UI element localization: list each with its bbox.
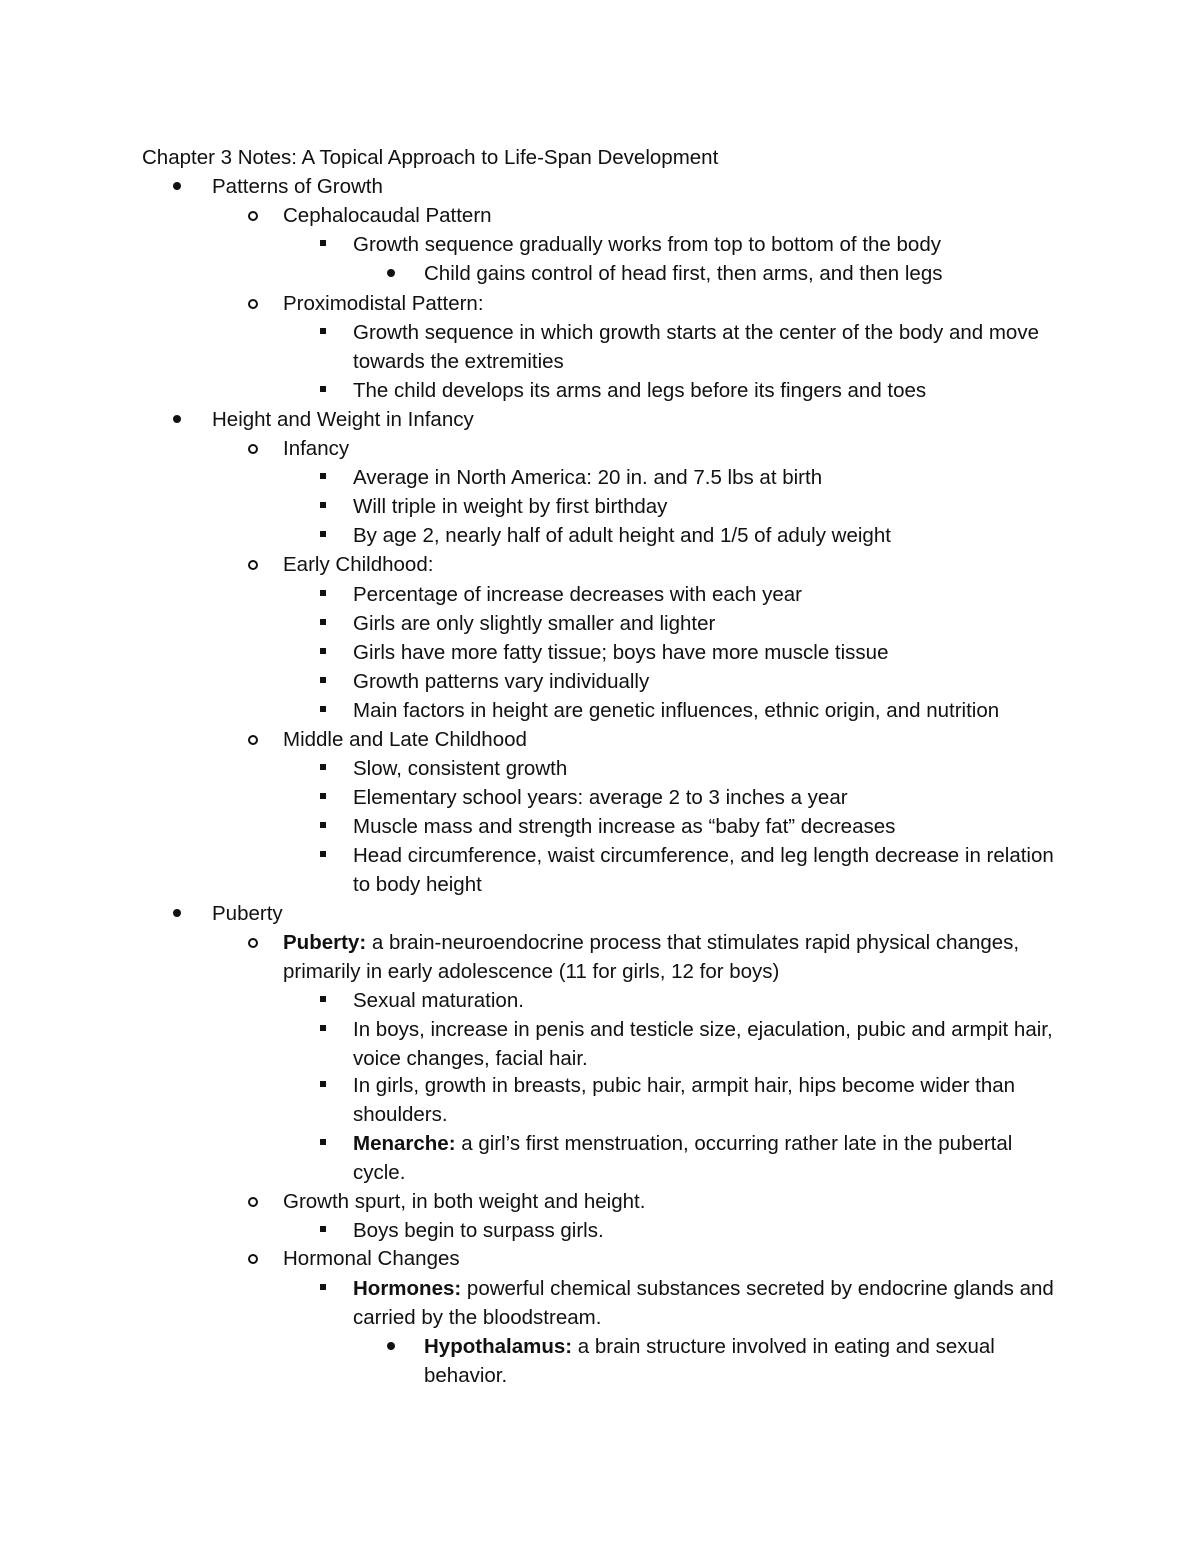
term-label: Hypothalamus: [424, 1335, 573, 1358]
list-item [248, 725, 1060, 754]
bullet-dot-icon [173, 909, 181, 917]
item-text: Girls have more fatty tissue; boys have more muscle tissue [353, 641, 889, 664]
bullet-circle-icon [248, 938, 258, 948]
item-text: Average in North America: 20 in. and 7.5 lbs at birth [353, 466, 823, 489]
bullet-square-icon [320, 328, 326, 334]
item-text: Growth spurt, in both weight and height. [283, 1190, 646, 1213]
bullet-square-icon [320, 1025, 326, 1031]
bullet-square-icon [320, 619, 326, 625]
item-text: Growth patterns vary individually [353, 670, 650, 693]
list-item-text [353, 230, 1060, 259]
item-text: Cephalocaudal Pattern [283, 204, 492, 227]
list-item [320, 492, 1060, 521]
list-item [320, 754, 1060, 783]
bullet-square-icon [320, 386, 326, 392]
list-item [320, 318, 1060, 376]
list-item-text [283, 201, 1060, 230]
bullet-dot-icon [173, 182, 181, 190]
list-item [320, 1129, 1060, 1187]
item-text: Middle and Late Childhood [283, 728, 527, 751]
list-item [320, 1015, 1060, 1073]
list-item [320, 667, 1060, 696]
list-item [248, 1244, 1060, 1273]
bullet-square-icon [320, 822, 326, 828]
list-item-text [353, 1129, 1060, 1187]
list-item-text [283, 550, 1060, 579]
list-item [320, 609, 1060, 638]
item-text: Muscle mass and strength increase as “baby fat” decreases [353, 815, 896, 838]
item-text: Proximodistal Pattern: [283, 292, 484, 315]
list-item [320, 521, 1060, 550]
list-item-text [353, 667, 1060, 696]
bullet-circle-icon [248, 444, 258, 454]
list-item-text [353, 986, 1060, 1015]
item-text: The child develops its arms and legs before its fingers and toes [353, 379, 927, 402]
bullet-square-icon [320, 1284, 326, 1290]
item-text: Girls are only slightly smaller and lighter [353, 612, 716, 635]
bullet-square-icon [320, 473, 326, 479]
list-item-text [424, 1332, 1060, 1390]
item-text: a brain structure involved in eating and sexual behavior. [424, 1335, 995, 1387]
bullet-circle-icon [248, 1197, 258, 1207]
list-item [320, 986, 1060, 1015]
list-item-text [353, 1274, 1060, 1332]
item-text: Head circumference, waist circumference, and leg length decrease in relation to body height [353, 844, 1054, 896]
bullet-square-icon [320, 1226, 326, 1232]
item-text: Patterns of Growth [212, 175, 383, 198]
bullet-circle-icon [248, 211, 258, 221]
item-text: Boys begin to surpass girls. [353, 1219, 604, 1242]
list-item [248, 289, 1060, 318]
item-text: Percentage of increase decreases with each year [353, 583, 802, 606]
bullet-dot-icon [387, 1342, 395, 1350]
list-item [320, 1216, 1060, 1245]
bullet-square-icon [320, 706, 326, 712]
item-text: Elementary school years: average 2 to 3 inches a year [353, 786, 848, 809]
list-item [387, 1332, 1060, 1390]
list-item-text [353, 783, 1060, 812]
bullet-circle-icon [248, 560, 258, 570]
item-text: Infancy [283, 437, 350, 460]
item-text: Height and Weight in Infancy [212, 408, 474, 431]
list-item [248, 1187, 1060, 1216]
item-text: powerful chemical substances secreted by endocrine glands and carried by the bloodstream. [353, 1277, 1054, 1329]
list-item-text [353, 638, 1060, 667]
bullet-square-icon [320, 851, 326, 857]
list-item [320, 463, 1060, 492]
list-item-text [353, 318, 1060, 376]
list-item-text [283, 928, 1060, 986]
item-text: Puberty [212, 902, 283, 925]
list-item [173, 172, 1060, 201]
item-text: Main factors in height are genetic influences, ethnic origin, and nutrition [353, 699, 1000, 722]
list-item-text [353, 754, 1060, 783]
list-item-text [283, 434, 1060, 463]
list-item-text [212, 172, 1060, 201]
list-item-text [353, 492, 1060, 521]
bullet-circle-icon [248, 1254, 258, 1264]
list-item [248, 201, 1060, 230]
list-item-text [212, 405, 1060, 434]
list-item [320, 783, 1060, 812]
list-item-text [212, 899, 1060, 928]
list-item-text [353, 1071, 1060, 1129]
list-item [387, 259, 1060, 288]
item-text: Early Childhood: [283, 553, 434, 576]
bullet-dot-icon [173, 415, 181, 423]
bullet-square-icon [320, 240, 326, 246]
list-item-text [283, 725, 1060, 754]
item-text: Growth sequence in which growth starts at the center of the body and move towards the extremities [353, 321, 1039, 373]
list-item-text [353, 521, 1060, 550]
list-item [320, 1071, 1060, 1129]
list-item-text [283, 289, 1060, 318]
list-item-text [353, 1015, 1060, 1073]
item-text: Child gains control of head first, then arms, and then legs [424, 262, 943, 285]
item-text: In girls, growth in breasts, pubic hair, armpit hair, hips become wider than shoulders. [353, 1074, 1016, 1126]
item-text: In boys, increase in penis and testicle size, ejaculation, pubic and armpit hair, voice changes, facial hair. [353, 1018, 1053, 1070]
list-item-text [353, 812, 1060, 841]
list-item-text [283, 1244, 1060, 1273]
list-item [320, 1274, 1060, 1332]
list-item [320, 376, 1060, 405]
list-item [248, 434, 1060, 463]
item-text: a girl’s first menstruation, occurring rather late in the pubertal cycle. [353, 1132, 1013, 1184]
bullet-square-icon [320, 996, 326, 1002]
list-item-text [353, 841, 1060, 899]
list-item [320, 841, 1060, 899]
list-item-text [283, 1187, 1060, 1216]
list-item-text [353, 580, 1060, 609]
list-item [320, 812, 1060, 841]
item-text: Growth sequence gradually works from top to bottom of the body [353, 233, 941, 256]
list-item [320, 580, 1060, 609]
item-text: Sexual maturation. [353, 989, 524, 1012]
list-item-text [353, 1216, 1060, 1245]
bullet-circle-icon [248, 735, 258, 745]
bullet-circle-icon [248, 299, 258, 309]
list-item-text [353, 463, 1060, 492]
list-item [320, 696, 1060, 725]
bullet-square-icon [320, 648, 326, 654]
item-text: Slow, consistent growth [353, 757, 568, 780]
bullet-square-icon [320, 590, 326, 596]
list-item-text [353, 609, 1060, 638]
item-text: Hormonal Changes [283, 1247, 460, 1270]
list-item-text [353, 376, 1060, 405]
bullet-square-icon [320, 793, 326, 799]
item-text: Will triple in weight by first birthday [353, 495, 668, 518]
list-item [173, 405, 1060, 434]
list-item [248, 550, 1060, 579]
item-text: By age 2, nearly half of adult height and 1/5 of aduly weight [353, 524, 891, 547]
document-title: Chapter 3 Notes: A Topical Approach to Life-Span Development [142, 146, 719, 169]
list-item-text [424, 259, 1060, 288]
list-item [320, 230, 1060, 259]
bullet-square-icon [320, 1139, 326, 1145]
list-item [248, 928, 1060, 986]
term-label: Puberty: [283, 931, 367, 954]
bullet-square-icon [320, 531, 326, 537]
bullet-square-icon [320, 1081, 326, 1087]
bullet-square-icon [320, 764, 326, 770]
bullet-dot-icon [387, 269, 395, 277]
item-text: a brain-neuroendocrine process that stimulates rapid physical changes, primarily in early adolescence (11 for girls, 12 for boys) [283, 931, 1020, 983]
bullet-square-icon [320, 677, 326, 683]
term-label: Hormones: [353, 1277, 462, 1300]
list-item [173, 899, 1060, 928]
list-item [320, 638, 1060, 667]
term-label: Menarche: [353, 1132, 456, 1155]
bullet-square-icon [320, 502, 326, 508]
list-item-text [353, 696, 1060, 725]
